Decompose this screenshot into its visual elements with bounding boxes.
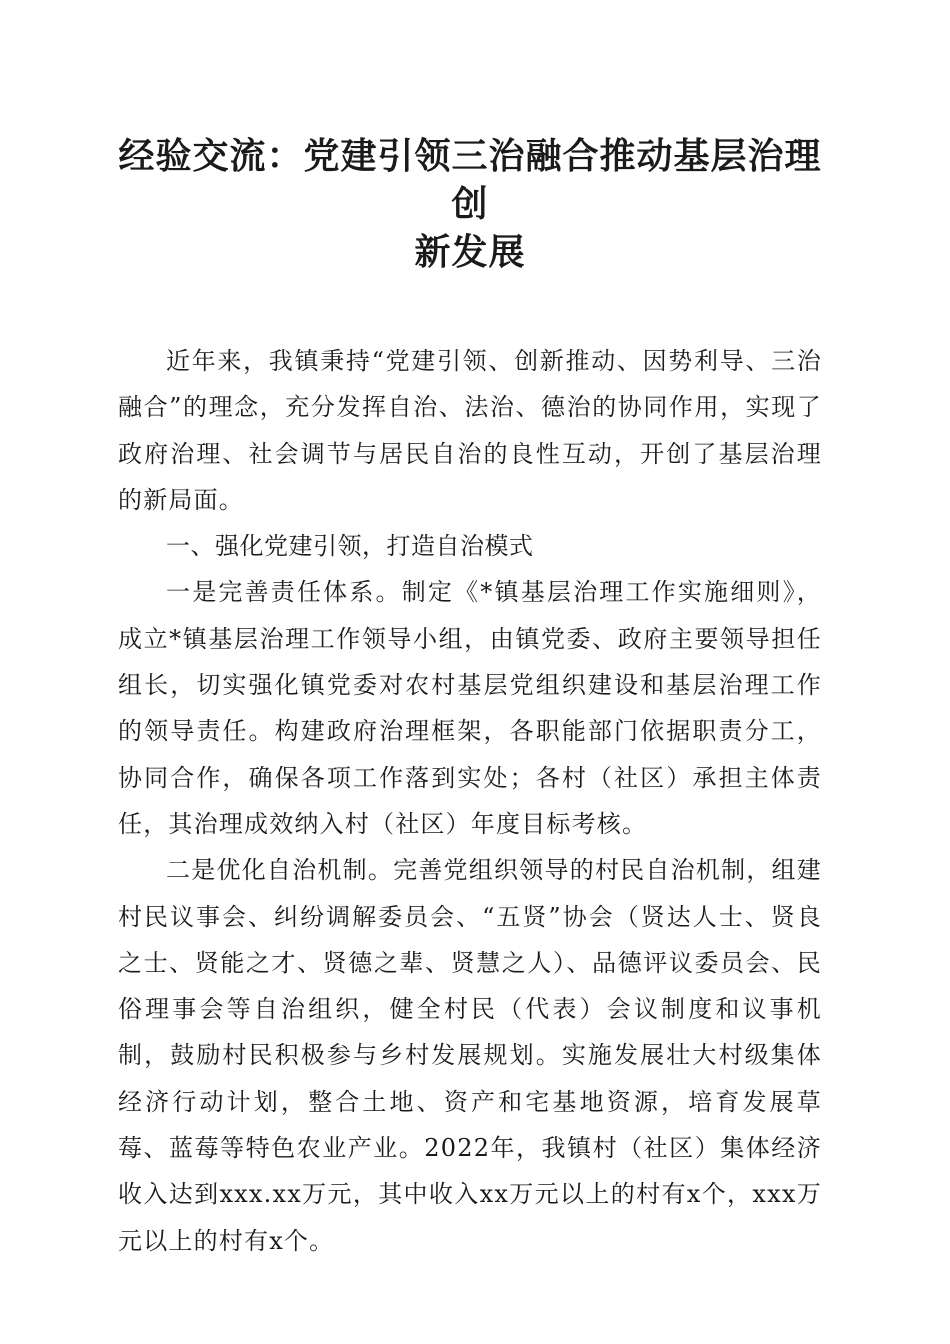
point-1-lead: 一是完善责任体系。 (166, 578, 402, 607)
point-2-lead: 二是优化自治机制。 (166, 856, 394, 885)
document-title (118, 132, 822, 276)
point-1-text: 制定《*镇基层治理工作实施细则》，成立*镇基层治理工作领导小组，由镇党委、政府主要领导担任组长，切实强化镇党委对农村基层党组织建设和基层治理工作的领导责任。构建政府治理框架，各职能部门依据职责分工，协同合作，确保各项工作落到实处；各村（社区）承担主体责任，其治理成效纳入村（社区）年度目标考核。 (118, 578, 822, 838)
point-1-paragraph (118, 569, 822, 847)
title-line-2: 新发展 (414, 231, 526, 273)
intro-paragraph: 近年来，我镇秉持“党建引领、创新推动、因势利导、三治融合”的理念，充分发挥自治、法治、德治的协同作用，实现了政府治理、社会调节与居民自治的良性互动，开创了基层治理的新局面。 (118, 347, 822, 514)
point-2-text: 完善党组织领导的村民自治机制，组建村民议事会、纠纷调解委员会、“五贤”协会（贤达人士、贤良之士、贤能之才、贤德之辈、贤慧之人）、品德评议委员会、民俗理事会等自治组织，健全村民（代表）会议制度和议事机制，鼓励村民积极参与乡村发展规划。实施发展壮大村级集体经济行动计划，整合土地、资产和宅基地资源，培育发展草莓、蓝莓等特色农业产业。2022年，我镇村（社区）集体经济收入达到xxx.xx万元，其中收入xx万元以上的村有x个，xxx万元以上的村有x个。 (118, 856, 822, 1255)
section-heading-1: 一、强化党建引领，打造自治模式 (166, 532, 534, 561)
title-line-1: 经验交流：党建引领三治融合推动基层治理创 (118, 135, 822, 225)
document-body (118, 338, 822, 1264)
point-2-paragraph (118, 847, 822, 1264)
